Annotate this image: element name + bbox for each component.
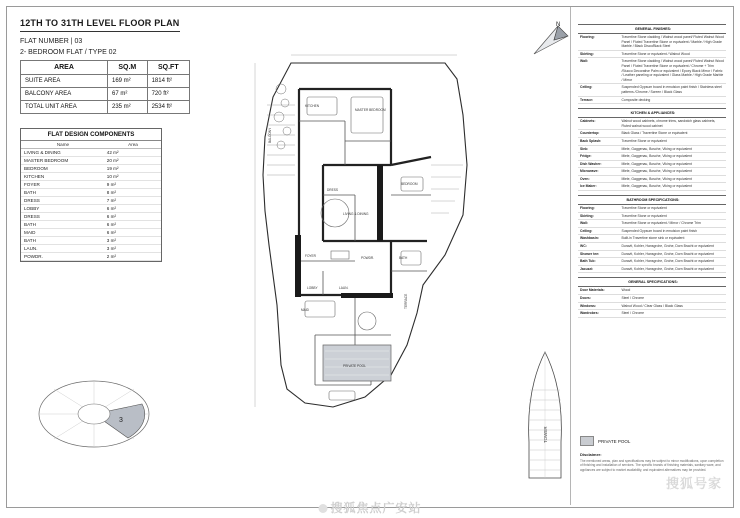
- list-item: [21, 165, 161, 173]
- spec-key: Dish Washer:: [578, 160, 619, 168]
- component-area: 3 m²: [106, 246, 116, 251]
- spec-value: Miele, Gaggenau, Bosche, Viking or equivalent: [619, 153, 726, 161]
- svg-text:PRIVATE POOL: PRIVATE POOL: [343, 364, 366, 368]
- table-row: [578, 145, 726, 153]
- spec-key: Doors:: [578, 295, 619, 303]
- table-row: [578, 302, 726, 310]
- spec-value: Duravit, Kohler, Hansgrohe, Grohe, Dorn Bracht or equivalent: [619, 265, 726, 273]
- component-area: 6 m²: [106, 214, 116, 219]
- area-row-sqft: 2534 ft²: [147, 101, 189, 114]
- spec-table-general-finishes: [578, 34, 726, 104]
- list-item: [21, 173, 161, 181]
- table-row: [578, 265, 726, 273]
- spec-key: Ice Maker:: [578, 183, 619, 191]
- spec-key: Back Splash:: [578, 137, 619, 145]
- area-row-sqm: 67 m²: [107, 88, 147, 101]
- component-area: 6 m²: [106, 222, 116, 227]
- spec-key: Door Materials:: [578, 287, 619, 294]
- area-header-sqft: SQ.FT: [147, 61, 189, 75]
- component-name: BATH: [24, 238, 36, 243]
- spec-key: Skirting:: [578, 212, 619, 220]
- area-table: [20, 60, 190, 114]
- spec-key: Sink:: [578, 145, 619, 153]
- spec-value: Suspended Gypsum board in emulsion paint finish / Stainless steel patterns /Chrome / Screen / Black Glass: [619, 84, 726, 96]
- list-item: [21, 205, 161, 213]
- spec-key: Microwave:: [578, 168, 619, 176]
- area-row-label: BALCONY AREA: [21, 88, 108, 101]
- table-row: [578, 183, 726, 191]
- spec-key: Ceiling:: [578, 227, 619, 235]
- component-name: POWDR.: [24, 254, 43, 259]
- spec-value: Duravit, Kohler, Hansgrohe, Grohe, Dorn Bracht or equivalent: [619, 258, 726, 266]
- svg-text:BEDROOM: BEDROOM: [401, 182, 418, 186]
- component-name: BEDROOM: [24, 166, 48, 171]
- component-area: 20 m²: [106, 158, 119, 163]
- table-row: [578, 235, 726, 243]
- table-row: [21, 75, 190, 88]
- list-item: [21, 221, 161, 229]
- svg-text:BALCONY: BALCONY: [268, 127, 272, 143]
- key-plan: [24, 378, 164, 450]
- svg-text:FOYER: FOYER: [305, 254, 316, 258]
- svg-text:LIVING & DINING: LIVING & DINING: [343, 212, 369, 216]
- table-row: [21, 88, 190, 101]
- watermark-bottom-text: 搜狐焦点广安站: [330, 501, 422, 515]
- spec-section-title: GENERAL FINISHES:: [578, 24, 726, 34]
- north-label: N: [556, 22, 561, 28]
- watermark-bottom: [318, 499, 421, 516]
- area-row-sqft: 1814 ft²: [147, 75, 189, 88]
- list-item: [21, 189, 161, 197]
- table-row: [578, 220, 726, 228]
- spec-key: Wardrobes:: [578, 310, 619, 318]
- spec-section-title: BATHROOM SPECIFICATIONS:: [578, 195, 726, 205]
- spec-value: Walnut wood cabinets, chrome trims, sandwich glass cabinets, Fluted walnut wood cabinet: [619, 118, 726, 130]
- list-item: [21, 245, 161, 253]
- table-row: [578, 205, 726, 212]
- svg-text:MASTER BEDROOM: MASTER BEDROOM: [355, 108, 386, 112]
- spec-value: Wood: [619, 287, 726, 294]
- table-row: [578, 160, 726, 168]
- list-item: [21, 229, 161, 237]
- svg-text:TERRACE: TERRACE: [404, 293, 408, 309]
- component-name: MAID: [24, 230, 36, 235]
- table-row: [578, 287, 726, 294]
- svg-text:LOBBY: LOBBY: [307, 286, 318, 290]
- spec-table-kitchen-appliances: [578, 118, 726, 191]
- spec-value: Black Glass / Travertine Stone or equivalent: [619, 130, 726, 138]
- table-row: [578, 137, 726, 145]
- area-row-label: SUITE AREA: [21, 75, 108, 88]
- spec-key: Shower tee:: [578, 250, 619, 258]
- spec-key: Washbasin:: [578, 235, 619, 243]
- spec-value: Travertine Stone or equivalent: [619, 137, 726, 145]
- specifications-panel: [578, 24, 726, 322]
- spec-value: Miele, Gaggenau, Bosche, Viking or equivalent: [619, 168, 726, 176]
- area-row-sqm: 169 m²: [107, 75, 147, 88]
- spec-key: Bath Tub:: [578, 258, 619, 266]
- component-name: DRESS: [24, 198, 40, 203]
- component-name: LIVING & DINING: [24, 150, 61, 155]
- component-area: 10 m²: [106, 174, 119, 179]
- list-item: [21, 237, 161, 245]
- table-row: [578, 34, 726, 50]
- svg-text:DRESS: DRESS: [327, 188, 338, 192]
- list-item: [21, 157, 161, 165]
- svg-text:BATH: BATH: [399, 256, 408, 260]
- svg-text:LAUN.: LAUN.: [339, 286, 349, 290]
- component-name: FOYER: [24, 182, 40, 187]
- component-name: DRESS: [24, 214, 40, 219]
- spec-value: Travertine Stone or equivalent / Mirror / Chrome Trim: [619, 220, 726, 228]
- table-row: [578, 212, 726, 220]
- svg-text:KITCHEN: KITCHEN: [305, 104, 319, 108]
- table-row: [578, 258, 726, 266]
- component-area: 19 m²: [106, 166, 119, 171]
- component-name: BATH: [24, 222, 36, 227]
- component-area: 6 m²: [106, 230, 116, 235]
- table-row: [578, 250, 726, 258]
- spec-table-bathroom: [578, 205, 726, 273]
- spec-key: Countertop:: [578, 130, 619, 138]
- spec-value: Steel / Chrome: [619, 310, 726, 318]
- component-name: LAUN.: [24, 246, 38, 251]
- spec-value: Travertine Stone cladding / Walnut wood panel/ Fluted Walnut Wood Panel / Fluted Travertine Stone or equivalent / Marble / High Grade Marble / Black Disco/Black Steel: [619, 34, 726, 50]
- components-header-area: Area: [128, 142, 138, 147]
- spec-value: Travertine Stone or equivalent: [619, 205, 726, 212]
- spec-section-title: GENERAL SPECIFICATIONS:: [578, 277, 726, 287]
- spec-value: Miele, Gaggenau, Bosche, Viking or equivalent: [619, 160, 726, 168]
- components-header-row: [21, 141, 161, 149]
- spec-value: Miele, Gaggenau, Bosche, Viking or equivalent: [619, 183, 726, 191]
- component-area: 7 m²: [106, 198, 116, 203]
- table-row: [578, 227, 726, 235]
- spec-key: Ceiling:: [578, 84, 619, 96]
- list-item: [21, 197, 161, 205]
- watermark-right: 搜狐号家: [665, 476, 722, 491]
- spec-value: Duravit, Kohler, Hansgrohe, Grohe, Dorn Bracht or equivalent: [619, 243, 726, 251]
- components-header-name: Name: [56, 142, 70, 147]
- spec-section-title: KITCHEN & APPLIANCES:: [578, 108, 726, 118]
- area-row-sqft: 720 ft²: [147, 88, 189, 101]
- spec-value: Miele, Gaggenau, Bosche, Viking or equivalent: [619, 145, 726, 153]
- watermark-badge-icon: [318, 504, 327, 513]
- spec-key: Skirting:: [578, 50, 619, 58]
- table-row: [578, 58, 726, 84]
- spec-value: Duravit, Kohler, Hansgrohe, Grohe, Dorn Bracht or equivalent: [619, 250, 726, 258]
- table-row: [578, 168, 726, 176]
- spec-value: Miele, Gaggenau, Bosche, Viking or equivalent: [619, 175, 726, 183]
- component-area: 3 m²: [106, 238, 116, 243]
- list-item: [21, 213, 161, 221]
- component-area: 42 m²: [106, 150, 119, 155]
- table-row: [578, 96, 726, 104]
- component-name: BATH: [24, 190, 36, 195]
- spec-value: Travertine Stone or equivalent / Walnut Wood: [619, 50, 726, 58]
- table-row: [578, 243, 726, 251]
- component-area: 2 m²: [106, 254, 116, 259]
- area-table-header-row: [21, 61, 190, 75]
- table-row: [578, 175, 726, 183]
- component-area: 9 m²: [106, 182, 116, 187]
- table-row: [21, 101, 190, 114]
- page-title: 12TH TO 31TH LEVEL FLOOR PLAN: [20, 18, 180, 28]
- table-row: [578, 130, 726, 138]
- table-row: [578, 84, 726, 96]
- table-row: [578, 50, 726, 58]
- spec-key: Windows:: [578, 302, 619, 310]
- spec-value: Travertine Stone or equivalent: [619, 212, 726, 220]
- flat-design-components-table: [20, 128, 162, 262]
- flat-number: FLAT NUMBER | 03: [20, 38, 83, 45]
- spec-table-general: [578, 287, 726, 317]
- spec-key: Flooring:: [578, 34, 619, 50]
- spec-value: Built-in Travertine stone sink or equivalent: [619, 235, 726, 243]
- spec-value: Suspended Gypsum board in emulsion paint finish: [619, 227, 726, 235]
- list-item: [21, 181, 161, 189]
- spec-value: Travertine Stone cladding / Walnut wood panel/ Fluted Walnut Wood Panel / Fluted Travertine Stone or equivalent / Chrome + Trim /Stucco Decorative Palm or equivalent / Epoxy Black Mirror / Fabric / Leather paneling or equivalent / Glass Marble / High Grade Marble / Mirror: [619, 58, 726, 84]
- legend-swatch: [580, 436, 594, 446]
- list-item: [21, 253, 161, 261]
- spec-key: Cabinets:: [578, 118, 619, 130]
- components-title: FLAT DESIGN COMPONENTS: [21, 129, 161, 141]
- flat-type: 2- BEDROOM FLAT / TYPE 02: [20, 49, 117, 56]
- component-name: MASTER BEDROOM: [24, 158, 69, 163]
- title-rule: [20, 31, 180, 32]
- svg-text:POWDR.: POWDR.: [361, 256, 375, 260]
- component-name: KITCHEN: [24, 174, 45, 179]
- spec-key: WC:: [578, 243, 619, 251]
- tower-elevation-icon: [515, 350, 575, 490]
- spec-key: Wall:: [578, 220, 619, 228]
- spec-key: Oven:: [578, 175, 619, 183]
- key-plan-unit-number: 3: [119, 417, 123, 424]
- component-name: LOBBY: [24, 206, 40, 211]
- floor-plan-drawing: [195, 45, 540, 455]
- spec-value: Walnut Wood / Clear Glass / Black Glass: [619, 302, 726, 310]
- area-header-area: AREA: [21, 61, 108, 75]
- spec-value: Steel / Chrome: [619, 295, 726, 303]
- spec-key: Wall:: [578, 58, 619, 84]
- disclaimer-text: The mentioned areas, plan and specifications may be subject to minor modifications, upon completion of finishing and installation of services. The specific brands of finishing materials, sanitary ware, and appliances are subject to market availability, and equivalent alternatives may be provided.: [580, 459, 724, 472]
- spec-key: Flooring:: [578, 205, 619, 212]
- table-row: [578, 153, 726, 161]
- area-row-label: TOTAL UNIT AREA: [21, 101, 108, 114]
- component-area: 8 m²: [106, 190, 116, 195]
- disclaimer: [580, 452, 724, 472]
- component-area: 6 m²: [106, 206, 116, 211]
- spec-value: Composite decking: [619, 96, 726, 104]
- area-header-sqm: SQ.M: [107, 61, 147, 75]
- legend-private-pool: [580, 436, 630, 446]
- disclaimer-title: Disclaimer:: [580, 452, 602, 457]
- tower-label: TOWER: [543, 426, 548, 443]
- list-item: [21, 149, 161, 157]
- spec-key: Fridge:: [578, 153, 619, 161]
- spec-key: Terrace:: [578, 96, 619, 104]
- table-row: [578, 118, 726, 130]
- area-row-sqm: 235 m²: [107, 101, 147, 114]
- table-row: [578, 295, 726, 303]
- svg-text:MAID: MAID: [301, 308, 309, 312]
- legend-label: PRIVATE POOL: [598, 438, 631, 444]
- table-row: [578, 310, 726, 318]
- spec-key: Jacuzzi:: [578, 265, 619, 273]
